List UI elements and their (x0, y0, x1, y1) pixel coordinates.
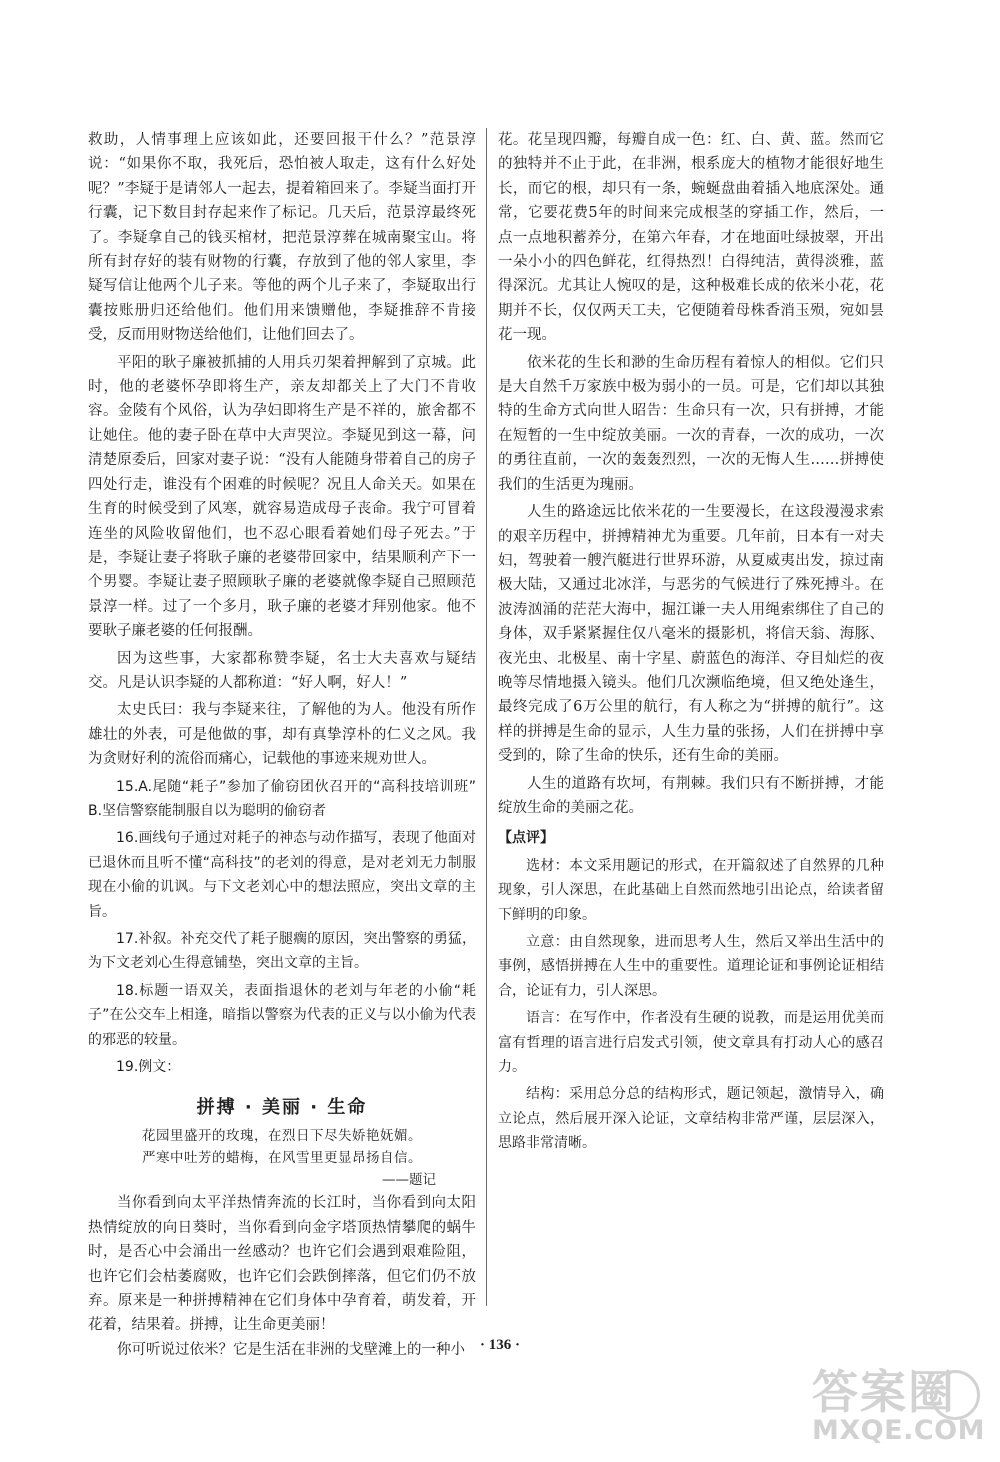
essay-paragraph-2: 你可听说过依米？它是生活在非洲的戈壁滩上的一种小 (117, 1341, 465, 1358)
comment-structure: 结构：采用总分总的结构形式，题记领起，激情导入，确立论点，然后展开深入论证，文章结构非常严谨，层层深入，思路非常清晰。 (498, 1086, 884, 1152)
epigraph-line-2: 严寒中吐芳的蜡梅，在风雪里更显昂扬自信。 (142, 1150, 422, 1167)
answer-16: 16.画线句子通过对耗子的神态与动作描写，表现了他面对已退休而且听不懂“高科技”的老刘的得意，是对老刘无力制服现在小偷的讥讽。与下文老刘心中的想法照应，突出文章的主旨。 (88, 830, 476, 920)
essay-paragraph-1: 当你看到向太平洋热情奔流的长江时，当你看到向太阳热情绽放的向日葵时，当你看到向金字塔顶热情攀爬的蜗牛时，是否心中会涌出一丝感动？也许它们会遇到艰难险阻，也许它们会枯萎腐败，也许它们会跌倒摔落，但它们仍不放弃。原来是一种拼搏精神在它们身体中孕育着，萌发着，开花着，结果着。拼搏，让生命更美丽！ (88, 1195, 476, 1334)
story-paragraph-1: 救助，人情事理上应该如此，还要回报干什么？”范景淳说：“如果你不取，我死后，恐怕被人取走，这有什么好处呢？”李疑于是请邻人一起去，提着箱回来了。李疑当面打开行囊，记下数目封存起来作了标记。几天后，范景淳最终死了。李疑拿自己的钱买棺材，把范景淳葬在城南聚宝山。将所有封存好的装有财物的行囊，存放到了他的邻人家里，李疑写信让他两个儿子来。等他的两个儿子来了，李疑取出行囊按账册归还给他们。他们用来馈赠他，李疑推辞不肯接受，反而用财物送给他们，让他们回去了。 (88, 132, 476, 344)
watermark-text-en: MXQE.COM (812, 1415, 985, 1446)
watermark-badge-icon (930, 1370, 980, 1420)
left-column (88, 128, 476, 1362)
epigraph-source: ——题记 (382, 1172, 436, 1189)
essay-title: 拼搏 · 美丽 · 生命 (196, 1097, 368, 1119)
comment-material: 选材：本文采用题记的形式，在开篇叙述了自然界的几种现象，引人深思，在此基础上自然而然地引出论点，给读者留下鲜明的印象。 (498, 857, 884, 923)
column-divider (486, 128, 487, 1306)
essay-paragraph-3: 花。花呈现四瓣，每瓣自成一色：红、白、黄、蓝。然而它的独特并不止于此，在非洲，根系庞大的植物才能很好地生长，而它的根，却只有一条，蜿蜒盘曲着插入地底深处。通常，它要花费5年的时间来完成根茎的穿插工作，然后，一点一点地积蓄养分，在第六年春，才在地面吐绿披翠，开出一朵小小的四色鲜花，红得热烈！白得纯洁，黄得淡雅，蓝得深沉。尤其让人惋叹的是，这种极难长成的依米小花，花期并不长，仅仅两天工夫，它便随着母株香消玉殒，宛如昙花一现。 (498, 132, 884, 344)
watermark-logo (812, 1365, 992, 1456)
answer-18: 18.标题一语双关，表面指退休的老刘与年老的小偷“耗子”在公交车上相逢，暗指以警察为代表的正义与以小偷为代表的邪恶的较量。 (88, 982, 476, 1048)
right-column (498, 128, 884, 1156)
essay-paragraph-6: 人生的道路有坎坷，有荆棘。我们只有不断拼搏，才能绽放生命的美丽之花。 (498, 775, 884, 816)
essay-paragraph-4: 依米花的生长和渺的生命历程有着惊人的相似。它们只是大自然千万家族中极为弱小的一员。可是，它们却以其独特的生命方式向世人昭告：生命只有一次，只有拼搏，才能在短暂的一生中绽放美丽。一次的青春，一次的成功，一次的勇往直前，一次的轰轰烈烈，一次的无悔人生……拼搏使我们的生活更为瑰丽。 (498, 354, 884, 493)
comment-heading: 【点评】 (498, 830, 554, 847)
story-paragraph-3: 因为这些事，大家都称赞李疑，名士大夫喜欢与疑结交。凡是认识李疑的人都称道：“好人啊，好人！” (88, 650, 476, 691)
comment-theme: 立意：由自然现象，进而思考人生，然后又举出生活中的事例，感悟拼搏在人生中的重要性。道理论证和事例论证相结合，论证有力，引人深思。 (498, 934, 884, 999)
epigraph-line-1: 花园里盛开的玫瑰，在烈日下尽失娇艳妩媚。 (142, 1128, 422, 1145)
page-number: · 136 · (479, 1337, 520, 1353)
comment-language: 语言：在写作中，作者没有生硬的说教，而是运用优美而富有哲理的语言进行启发式引领，使文章具有打动人心的感召力。 (498, 1010, 884, 1076)
answer-19: 19.例文： (116, 1059, 181, 1076)
watermark-text-cn: 答案圈 (812, 1365, 956, 1419)
story-paragraph-4: 太史氏曰：我与李疑来往，了解他的为人。他没有所作雄壮的外表，可是他做的事，却有真挚淳朴的仁义之风。我为贪财好利的流俗而痛心，记载他的事迹来规劝世人。 (88, 702, 476, 768)
answer-15: 15.A.尾随“耗子”参加了偷窃团伙召开的“高科技培训班” B.坚信警察能制服自以为聪明的偷窃者 (88, 778, 476, 819)
answer-17: 17.补叙。补充交代了耗子腿瘸的原因，突出警察的勇猛，为下文老刘心生得意铺垫，突出文章的主旨。 (88, 931, 476, 972)
essay-paragraph-5: 人生的路途远比依米花的一生要漫长，在这段漫漫求索的艰辛历程中，拼搏精神尤为重要。几年前，日本有一对夫妇，驾驶着一艘汽艇进行世界环游，从夏威夷出发，掠过南极大陆，又通过北冰洋，与恶劣的气候进行了殊死搏斗。在波涛汹涌的茫茫大海中，掘江谦一夫人用绳索绑住了自己的身体，双手紧紧握住仅八毫米的摄影机，将信天翁、海豚、夜光虫、北极星、南十字星、蔚蓝色的海洋、夺目灿烂的夜晚等尽情地摄入镜头。他们几次濒临绝境，但又绝处逢生，最终完成了6万公里的航行，有人称之为“拼搏的航行”。这样的拼搏是生命的显示，人生力量的张扬，人们在拼搏中享受到的，除了生命的快乐，还有生命的美丽。 (498, 504, 884, 765)
story-paragraph-2: 平阳的耿子廉被抓捕的人用兵刃架着押解到了京城。此时，他的老婆怀孕即将生产，亲友却都关上了大门不肯收容。金陵有个风俗，认为孕妇即将生产是不祥的，旅舍都不让她住。他的妻子卧在草中大声哭泣。李疑见到这一幕，问清楚原委后，回家对妻子说：“没有人能随身带着自己的房子四处行走，谁没有个困难的时候呢？况且人命关天。如果在生育的时候受到了风寒，就容易造成母子丧命。我宁可冒着连坐的风险收留他们，也不忍心眼看着她们母子死去。”于是，李疑让妻子将耿子廉的老婆带回家中，结果顺利产下一个男婴。李疑让妻子照顾耿子廉的老婆就像李疑自己照顾范景淳一样。过了一个多月，耿子廉的老婆才拜别他家。他不要耿子廉老婆的任何报酬。 (88, 354, 476, 640)
